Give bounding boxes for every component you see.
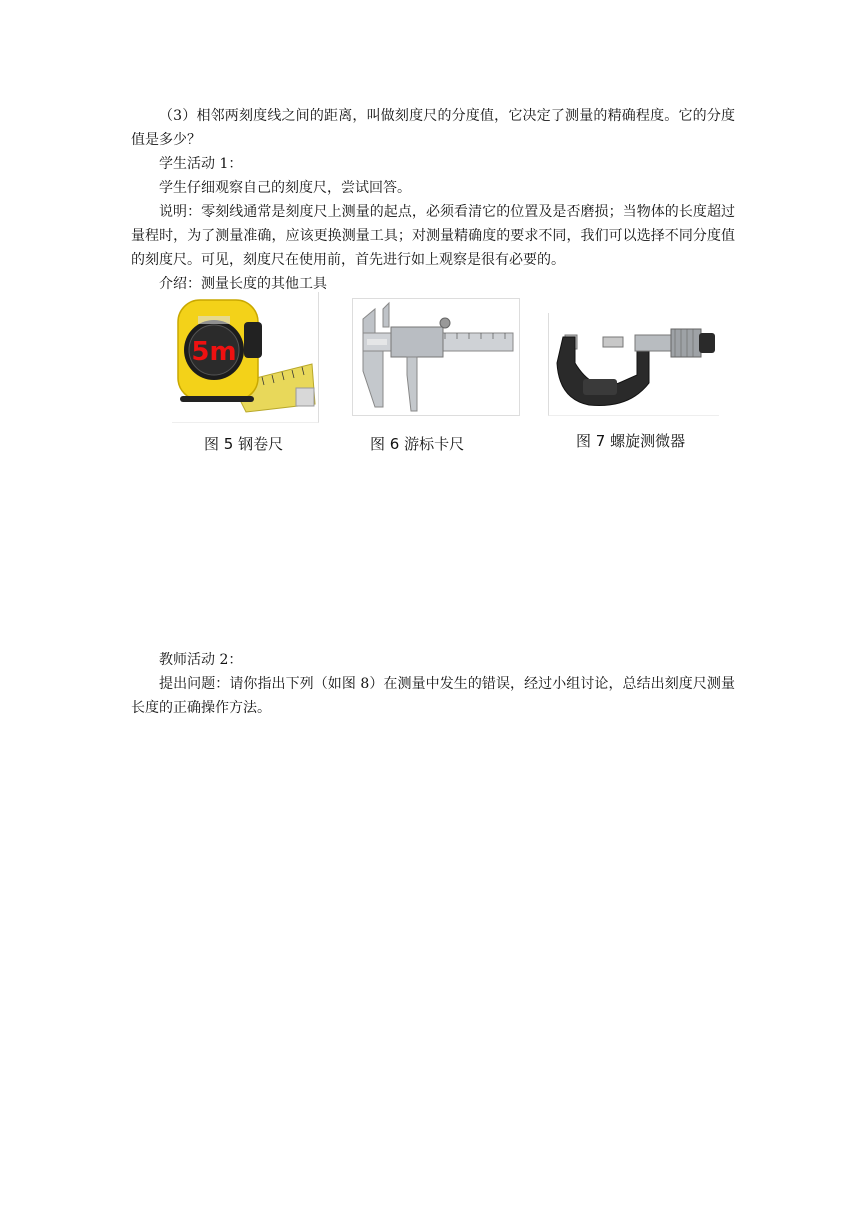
tape-size-label: 5m: [191, 337, 237, 367]
tape-measure-image: [172, 292, 319, 423]
figure-7-caption: 图 7 螺旋测微器: [576, 432, 686, 450]
paragraph-intro-tools: 介绍：测量长度的其他工具: [159, 276, 327, 292]
figure-6-caption: 图 6 游标卡尺: [370, 435, 465, 453]
paragraph-explanation: 说明：零刻线通常是刻度尺上测量的起点，必须看清它的位置及是否磨损；当物体的长度超过量程时，为了测量准确，应该更换测量工具；对测量精确度的要求不同，我们可以选择不同分度值的刻度尺。可见，刻度尺在使用前，首先进行如上观察是很有必要的。: [131, 204, 735, 268]
paragraph-question: 提出问题：请你指出下列（如图 8）在测量中发生的错误，经过小组讨论，总结出刻度尺测量长度的正确操作方法。: [131, 676, 735, 716]
figure-5-caption: 图 5 钢卷尺: [204, 435, 284, 453]
paragraph-student-observe: 学生仔细观察自己的刻度尺，尝试回答。: [159, 180, 411, 196]
micrometer-image: [548, 313, 719, 416]
paragraph-student-activity-1: 学生活动 1：: [159, 156, 243, 172]
paragraph-teacher-activity-2: 教师活动 2：: [159, 652, 243, 668]
paragraph-division-value: （3）相邻两刻度线之间的距离，叫做刻度尺的分度值，它决定了测量的精确程度。它的分度值是多少？: [131, 108, 735, 148]
vernier-caliper-image: [352, 298, 520, 416]
